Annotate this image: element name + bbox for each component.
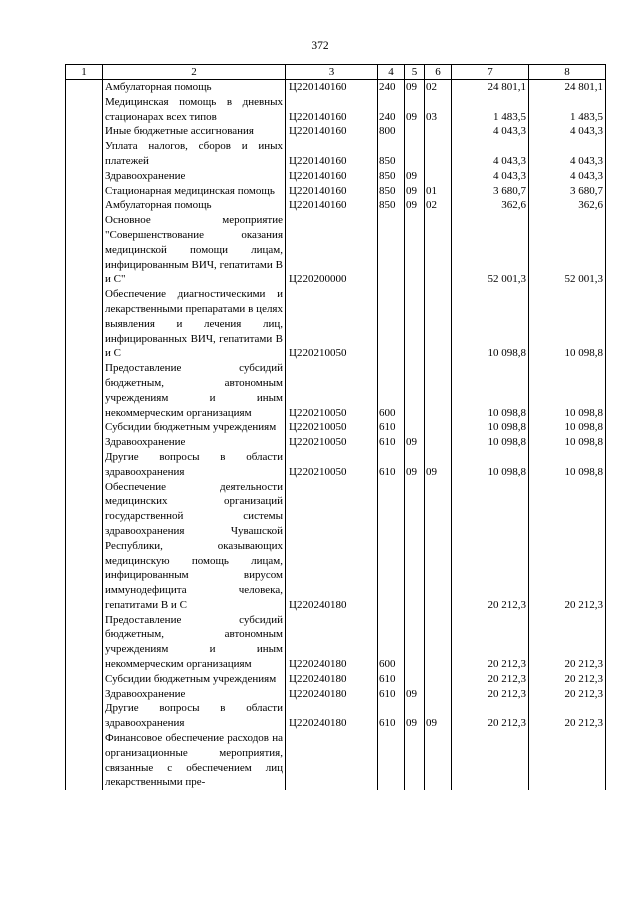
cell-section [405,672,425,687]
cell-subsection: 02 [425,80,452,95]
cell-amount-col8: 20 212,3 [529,701,606,731]
cell-amount-col8: 1 483,5 [529,95,606,125]
cell-target-article: Ц220140160 [286,139,378,169]
cell-num [66,95,103,125]
cell-amount-col7: 4 043,3 [452,139,529,169]
cell-expense-type: 850 [378,198,405,213]
cell-subsection: 02 [425,198,452,213]
header-col-4: 4 [378,65,405,80]
cell-section [405,480,425,613]
table-body [66,80,606,791]
cell-amount-col8: 10 098,8 [529,435,606,450]
cell-section [405,731,425,790]
cell-num [66,480,103,613]
table-row [66,213,606,287]
cell-num [66,361,103,420]
cell-amount-col7: 10 098,8 [452,435,529,450]
cell-name: Уплата налогов, сборов и иных платежей [103,139,286,169]
cell-section: 09 [405,169,425,184]
cell-subsection [425,672,452,687]
cell-section [405,287,425,361]
cell-amount-col8: 4 043,3 [529,169,606,184]
cell-name: Обеспечение диагностическими и лекарственными препаратами в целях выявления и лечения лиц, инфицированных ВИЧ, гепатитами В и С [103,287,286,361]
cell-expense-type: 240 [378,80,405,95]
cell-subsection [425,420,452,435]
cell-num [66,80,103,95]
cell-section: 09 [405,80,425,95]
cell-target-article: Ц220210050 [286,361,378,420]
cell-expense-type: 610 [378,687,405,702]
page-number: 372 [311,40,329,52]
cell-amount-col8: 4 043,3 [529,139,606,169]
cell-amount-col8: 3 680,7 [529,184,606,199]
cell-num [66,450,103,480]
cell-num [66,198,103,213]
cell-target-article: Ц220210050 [286,450,378,480]
cell-section: 09 [405,701,425,731]
cell-section: 09 [405,450,425,480]
cell-amount-col7: 20 212,3 [452,687,529,702]
cell-amount-col8: 20 212,3 [529,672,606,687]
cell-section [405,361,425,420]
cell-name: Другие вопросы в области здравоохранения [103,450,286,480]
cell-target-article [286,731,378,790]
cell-expense-type: 610 [378,450,405,480]
cell-expense-type: 610 [378,701,405,731]
cell-name: Здравоохранение [103,169,286,184]
cell-amount-col8: 20 212,3 [529,687,606,702]
cell-subsection: 09 [425,701,452,731]
cell-num [66,731,103,790]
cell-name: Предоставление субсидий бюджетным, автономным учреждениям и иным некоммерческим организациям [103,361,286,420]
cell-amount-col8: 10 098,8 [529,420,606,435]
cell-subsection [425,169,452,184]
cell-name: Предоставление субсидий бюджетным, автономным учреждениям и иным некоммерческим организациям [103,613,286,672]
cell-name: Субсидии бюджетным учреждениям [103,420,286,435]
cell-section: 09 [405,198,425,213]
table-row [66,613,606,672]
cell-expense-type: 610 [378,420,405,435]
cell-target-article: Ц220140160 [286,124,378,139]
cell-amount-col7: 10 098,8 [452,420,529,435]
cell-expense-type: 240 [378,95,405,125]
cell-section [405,420,425,435]
cell-amount-col8: 24 801,1 [529,80,606,95]
cell-amount-col8: 362,6 [529,198,606,213]
cell-subsection [425,361,452,420]
cell-section [405,139,425,169]
cell-target-article: Ц220210050 [286,435,378,450]
cell-amount-col8: 20 212,3 [529,480,606,613]
cell-target-article: Ц220140160 [286,198,378,213]
cell-subsection [425,213,452,287]
table-row [66,184,606,199]
table-row [66,80,606,95]
cell-target-article: Ц220240180 [286,687,378,702]
cell-target-article: Ц220240180 [286,672,378,687]
cell-target-article: Ц220210050 [286,420,378,435]
cell-section: 09 [405,184,425,199]
cell-expense-type [378,731,405,790]
cell-section: 09 [405,435,425,450]
cell-name: Другие вопросы в области здравоохранения [103,701,286,731]
cell-expense-type [378,213,405,287]
cell-num [66,687,103,702]
cell-expense-type: 610 [378,672,405,687]
cell-target-article: Ц220140160 [286,169,378,184]
cell-subsection [425,124,452,139]
cell-name: Медицинская помощь в дневных стационарах всех типов [103,95,286,125]
cell-expense-type [378,480,405,613]
cell-num [66,701,103,731]
cell-num [66,139,103,169]
cell-num [66,213,103,287]
cell-name: Субсидии бюджетным учреждениям [103,672,286,687]
cell-amount-col8 [529,731,606,790]
cell-amount-col7: 52 001,3 [452,213,529,287]
header-col-2: 2 [103,65,286,80]
cell-amount-col8: 4 043,3 [529,124,606,139]
cell-num [66,124,103,139]
cell-subsection [425,435,452,450]
cell-amount-col8: 20 212,3 [529,613,606,672]
cell-amount-col7: 20 212,3 [452,701,529,731]
cell-name: Здравоохранение [103,435,286,450]
header-col-5: 5 [405,65,425,80]
table-row [66,287,606,361]
cell-target-article: Ц220240180 [286,613,378,672]
cell-section [405,213,425,287]
cell-amount-col7: 20 212,3 [452,613,529,672]
cell-name: Финансовое обеспечение расходов на организационные мероприятия, связанные с обеспечением лиц лекарственными пре- [103,731,286,790]
cell-num [66,435,103,450]
cell-expense-type: 800 [378,124,405,139]
cell-expense-type [378,287,405,361]
cell-num [66,672,103,687]
cell-expense-type: 600 [378,361,405,420]
cell-amount-col8: 52 001,3 [529,213,606,287]
table-row [66,701,606,731]
cell-amount-col7: 1 483,5 [452,95,529,125]
table-row [66,139,606,169]
table-row [66,672,606,687]
cell-target-article: Ц220240180 [286,480,378,613]
cell-name: Иные бюджетные ассигнования [103,124,286,139]
cell-name: Обеспечение деятельности медицинских организаций государственной системы здравоохранения Чувашской Республики, оказывающих медицинскую помощь лицам, инфицированным вирусом иммунодефицита человека, гепатитами В и С [103,480,286,613]
cell-subsection [425,139,452,169]
table-row [66,420,606,435]
cell-target-article: Ц220140160 [286,184,378,199]
cell-amount-col8: 10 098,8 [529,450,606,480]
cell-amount-col7: 20 212,3 [452,480,529,613]
cell-amount-col7: 20 212,3 [452,672,529,687]
cell-num [66,613,103,672]
table-row [66,435,606,450]
cell-expense-type: 850 [378,169,405,184]
table-row [66,361,606,420]
cell-subsection [425,687,452,702]
cell-expense-type: 600 [378,613,405,672]
cell-target-article: Ц220140160 [286,95,378,125]
cell-subsection [425,480,452,613]
cell-name: Амбулаторная помощь [103,198,286,213]
cell-amount-col7 [452,731,529,790]
cell-num [66,287,103,361]
header-col-6: 6 [425,65,452,80]
cell-name: Амбулаторная помощь [103,80,286,95]
cell-amount-col7: 3 680,7 [452,184,529,199]
header-col-7: 7 [452,65,529,80]
cell-subsection: 01 [425,184,452,199]
budget-table [65,64,606,790]
cell-target-article: Ц220240180 [286,701,378,731]
cell-section [405,613,425,672]
cell-expense-type: 610 [378,435,405,450]
header-row [66,65,606,80]
cell-amount-col8: 10 098,8 [529,287,606,361]
cell-section: 09 [405,95,425,125]
cell-amount-col7: 362,6 [452,198,529,213]
cell-name: Здравоохранение [103,687,286,702]
cell-expense-type: 850 [378,139,405,169]
table-row [66,95,606,125]
table-row [66,480,606,613]
cell-section: 09 [405,687,425,702]
cell-expense-type: 850 [378,184,405,199]
cell-amount-col7: 10 098,8 [452,450,529,480]
cell-subsection: 09 [425,450,452,480]
cell-section [405,124,425,139]
cell-subsection [425,287,452,361]
header-col-3: 3 [286,65,378,80]
table-row [66,169,606,184]
cell-subsection [425,613,452,672]
table-row [66,731,606,790]
table-row [66,198,606,213]
cell-amount-col7: 4 043,3 [452,124,529,139]
cell-amount-col7: 4 043,3 [452,169,529,184]
cell-name: Стационарная медицинская помощь [103,184,286,199]
cell-name: Основное мероприятие "Совершенствование оказания медицинской помощи лицам, инфицированным ВИЧ, гепатитами В и С" [103,213,286,287]
cell-amount-col8: 10 098,8 [529,361,606,420]
header-col-1: 1 [66,65,103,80]
cell-num [66,420,103,435]
header-col-8: 8 [529,65,606,80]
cell-amount-col7: 24 801,1 [452,80,529,95]
table-row [66,450,606,480]
cell-amount-col7: 10 098,8 [452,287,529,361]
cell-subsection: 03 [425,95,452,125]
cell-amount-col7: 10 098,8 [452,361,529,420]
cell-num [66,169,103,184]
table-row [66,124,606,139]
cell-subsection [425,731,452,790]
cell-target-article: Ц220210050 [286,287,378,361]
cell-target-article: Ц220200000 [286,213,378,287]
cell-num [66,184,103,199]
table-row [66,687,606,702]
cell-target-article: Ц220140160 [286,80,378,95]
